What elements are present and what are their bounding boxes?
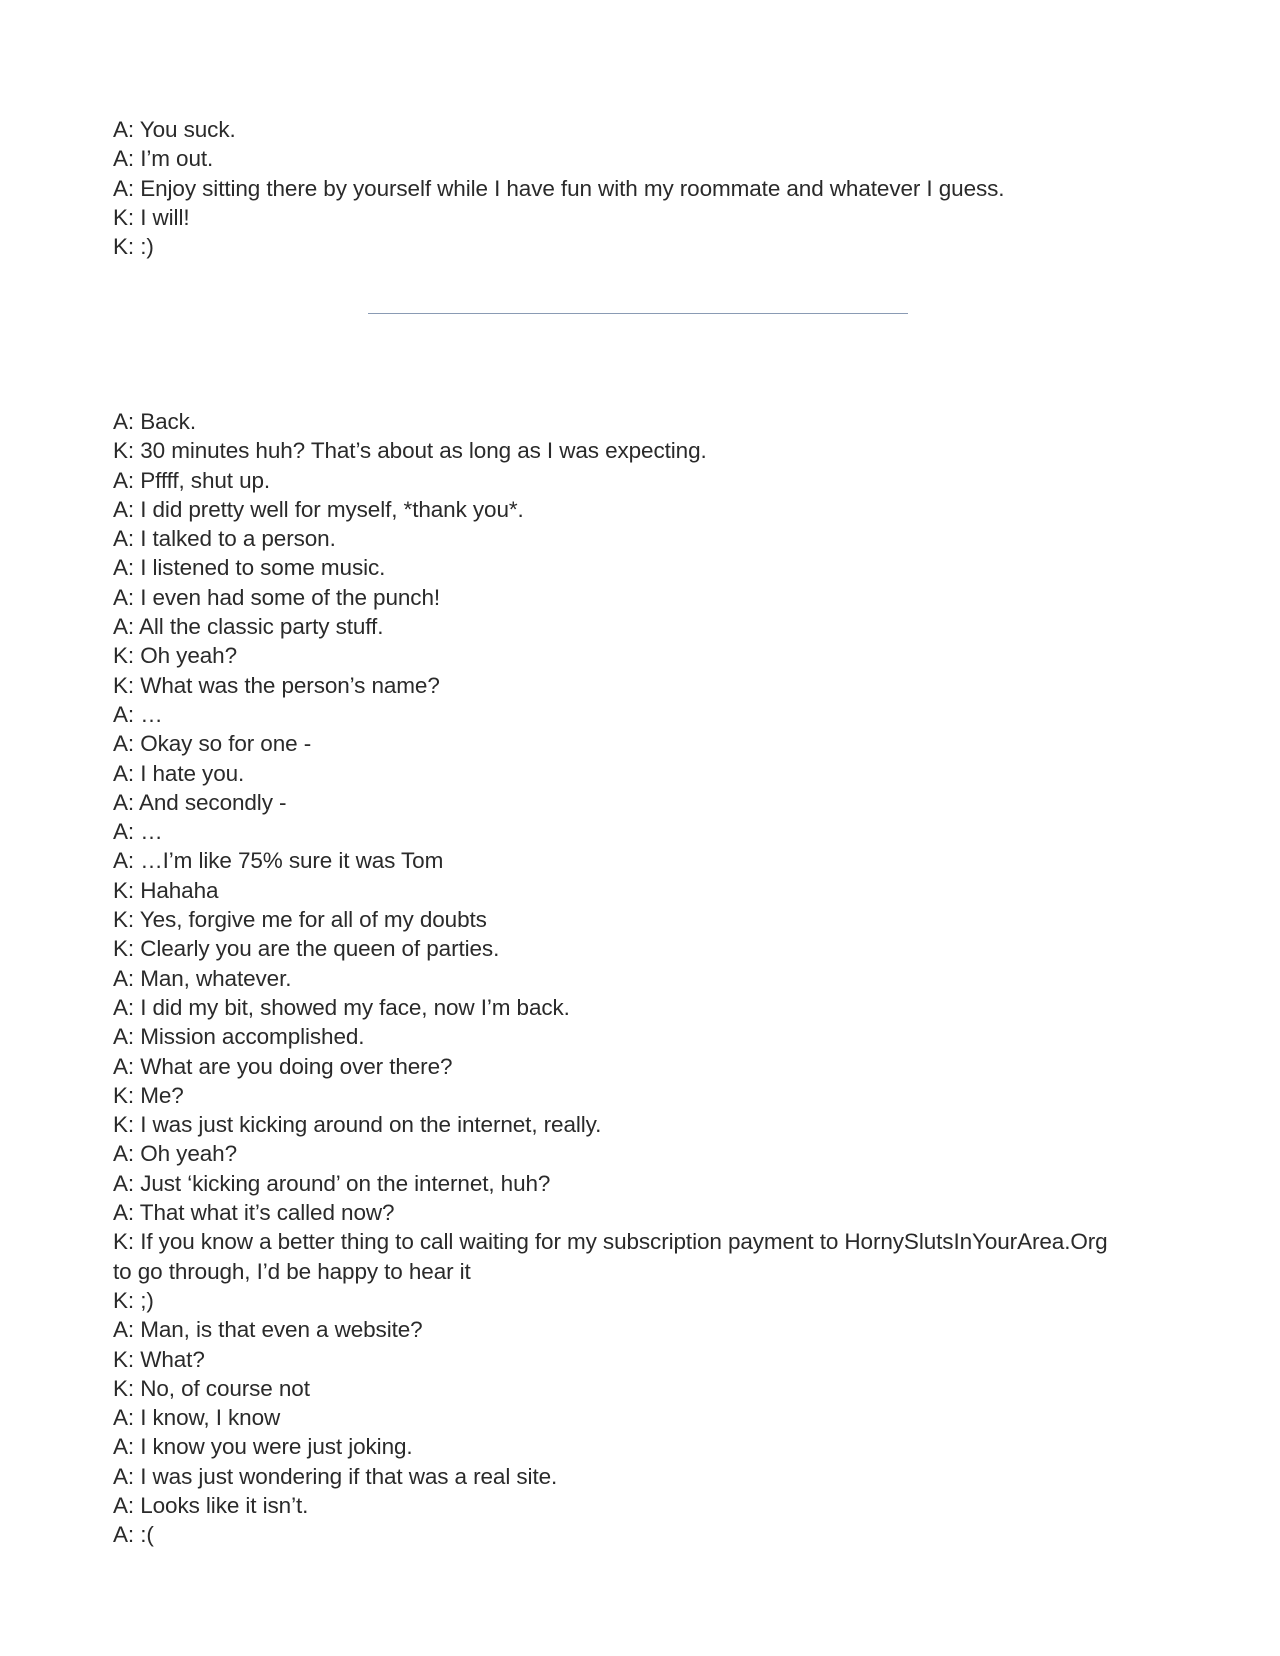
chat-line: K: :) [113, 234, 154, 260]
chat-line: K: Oh yeah? [113, 643, 237, 669]
chat-line: A: That what it’s called now? [113, 1200, 395, 1226]
section-separator [368, 313, 908, 314]
chat-line: A: Man, whatever. [113, 965, 292, 991]
chat-line: A: … [113, 819, 163, 845]
chat-line: A: I’m out. [113, 146, 214, 172]
chat-line: A: What are you doing over there? [113, 1053, 453, 1079]
chat-line: A: I know you were just joking. [113, 1434, 413, 1460]
chat-line: K: What was the person’s name? [113, 672, 440, 698]
chat-line: A: …I’m like 75% sure it was Tom [113, 848, 444, 874]
chat-line: A: :( [113, 1522, 154, 1548]
chat-line: A: I listened to some music. [113, 555, 386, 581]
chat-line: A: I hate you. [113, 760, 245, 786]
chat-line: K: Yes, forgive me for all of my doubts [113, 907, 487, 933]
chat-line: A: You suck. [113, 117, 236, 142]
chat-line: A: Just ‘kicking around’ on the internet, huh? [113, 1170, 551, 1196]
chat-section-1 [113, 115, 1153, 261]
chat-line: A: I did pretty well for myself, *thank you*. [113, 496, 524, 522]
chat-line: A: I talked to a person. [113, 526, 336, 552]
chat-section-2 [113, 407, 1153, 1550]
chat-line: K: What? [113, 1346, 205, 1372]
chat-line: A: Looks like it isn’t. [113, 1492, 309, 1518]
chat-line: K: Me? [113, 1082, 184, 1108]
chat-line: A: All the classic party stuff. [113, 614, 384, 640]
chat-line: A: Man, is that even a website? [113, 1317, 423, 1343]
chat-line: A: I know, I know [113, 1405, 281, 1431]
chat-line: A: … [113, 701, 163, 727]
chat-line: K: I will! [113, 204, 190, 230]
chat-line: A: And secondly - [113, 789, 287, 815]
chat-line: A: Oh yeah? [113, 1141, 237, 1167]
chat-line: K: Hahaha [113, 877, 219, 903]
chat-line: A: I did my bit, showed my face, now I’m back. [113, 994, 570, 1020]
chat-line: A: Okay so for one - [113, 731, 312, 757]
chat-line: K: No, of course not [113, 1375, 310, 1401]
chat-line: A: Pffff, shut up. [113, 467, 271, 493]
chat-line: to go through, I’d be happy to hear it [113, 1258, 471, 1284]
chat-line: A: I was just wondering if that was a real site. [113, 1463, 558, 1489]
chat-line: K: Clearly you are the queen of parties. [113, 936, 500, 962]
chat-line: K: ;) [113, 1287, 154, 1313]
chat-line: A: Mission accomplished. [113, 1024, 365, 1050]
chat-line: K: I was just kicking around on the internet, really. [113, 1112, 602, 1138]
chat-line: A: I even had some of the punch! [113, 584, 441, 610]
chat-line: A: Back. [113, 409, 196, 434]
chat-line: K: 30 minutes huh? That’s about as long as I was expecting. [113, 438, 707, 464]
chat-line: A: Enjoy sitting there by yourself while I have fun with my roommate and whatever I guess. [113, 175, 1005, 201]
chat-line: K: If you know a better thing to call waiting for my subscription payment to HornySlutsInYourArea.Org [113, 1229, 1108, 1255]
